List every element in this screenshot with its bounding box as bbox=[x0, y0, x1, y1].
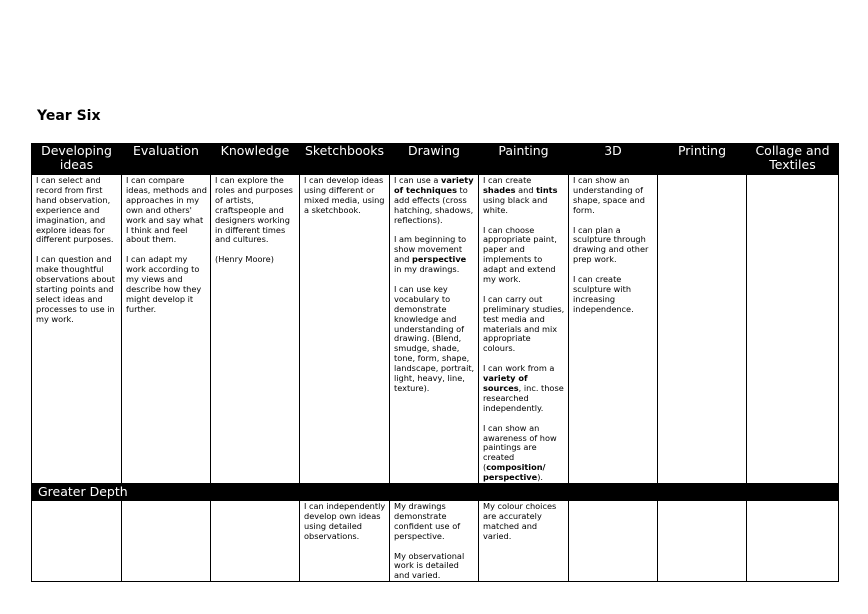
objective-text: I can create sculpture with increasing independence. bbox=[573, 274, 634, 314]
objective-text: I can explore the roles and purposes of artists, craftspeople and designers working in different times and cultures. bbox=[215, 175, 293, 245]
objective-text: I can independently develop own ideas using detailed observations. bbox=[304, 501, 386, 541]
greater-depth-cell-knowledge bbox=[211, 501, 300, 582]
greater-depth-cell-drawing bbox=[390, 501, 479, 582]
column-header-3d: 3D bbox=[569, 144, 658, 175]
objective-text: (Henry Moore) bbox=[215, 254, 274, 265]
objective-text: My observational work is detailed and varied. bbox=[394, 550, 465, 581]
cell-printing bbox=[658, 175, 747, 484]
greater-depth-row bbox=[32, 501, 839, 582]
objective-text: I can question and make thoughtful observations about starting points and select ideas and processes to use in my work. bbox=[36, 254, 115, 324]
cell-knowledge bbox=[211, 175, 300, 484]
header-row bbox=[32, 144, 839, 175]
cell-developing-ideas bbox=[32, 175, 122, 484]
objective-text: I can show an understanding of shape, space and form. bbox=[573, 175, 645, 215]
objective-text: I can create shades and tints using black and white. bbox=[483, 175, 558, 215]
column-header-printing: Printing bbox=[658, 144, 747, 175]
greater-depth-cell-printing bbox=[658, 501, 747, 582]
cell-collage-and-textiles bbox=[747, 175, 839, 484]
objectives-row bbox=[32, 175, 839, 484]
cell-drawing bbox=[390, 175, 479, 484]
column-header-knowledge: Knowledge bbox=[211, 144, 300, 175]
objective-text: I can develop ideas using different or mixed media, using a sketchbook. bbox=[304, 175, 385, 215]
objective-text: My drawings demonstrate confident use of perspective. bbox=[394, 501, 461, 541]
column-header-painting: Painting bbox=[479, 144, 569, 175]
column-header-developing-ideas: Developing ideas bbox=[32, 144, 122, 175]
objective-text: I can plan a sculpture through drawing and other prep work. bbox=[573, 224, 649, 265]
objective-text: I am beginning to show movement and perspective in my drawings. bbox=[394, 234, 467, 275]
cell-sketchbooks bbox=[300, 175, 390, 484]
greater-depth-cell-3d bbox=[569, 501, 658, 582]
objective-text: I can adapt my work according to my views and describe how they might develop it further. bbox=[126, 254, 202, 314]
page-title: Year Six bbox=[37, 108, 101, 124]
greater-depth-cell-developing-ideas bbox=[32, 501, 122, 582]
objective-text: I can work from a variety of sources, inc. those researched independently. bbox=[483, 363, 564, 413]
greater-depth-cell-collage-and-textiles bbox=[747, 501, 839, 582]
column-header-collage-and-textiles: Collage and Textiles bbox=[747, 144, 839, 175]
column-header-sketchbooks: Sketchbooks bbox=[300, 144, 390, 175]
objective-text: I can carry out preliminary studies, test media and materials and mix appropriate colours. bbox=[483, 293, 565, 354]
objective-text: My colour choices are accurately matched and varied. bbox=[483, 501, 557, 541]
objective-text: I can select and record from first hand observation, experience and imagination, and explore ideas for different purposes. bbox=[36, 175, 114, 245]
objective-text: I can show an awareness of how paintings are created (composition/ perspective). bbox=[483, 422, 557, 483]
cell-painting bbox=[479, 175, 569, 484]
objective-text: I can compare ideas, methods and approaches in my own and others' work and say what I think and feel about them. bbox=[126, 175, 207, 245]
objective-text: I can choose appropriate paint, paper and implements to adapt and extend my work. bbox=[483, 224, 557, 285]
greater-depth-cell-painting bbox=[479, 501, 569, 582]
greater-depth-cell-evaluation bbox=[122, 501, 211, 582]
cell-3d bbox=[569, 175, 658, 484]
objective-text: I can use a variety of techniques to add effects (cross hatching, shadows, reflections). bbox=[394, 175, 474, 225]
greater-depth-header-row bbox=[32, 484, 839, 501]
column-header-drawing: Drawing bbox=[390, 144, 479, 175]
curriculum-table bbox=[31, 143, 839, 582]
cell-evaluation bbox=[122, 175, 211, 484]
objective-text: I can use key vocabulary to demonstrate knowledge and understanding of drawing. (Blend, smudge, shade, tone, form, shape, landscape, portrait, light, heavy, line, texture). bbox=[394, 283, 475, 393]
column-header-evaluation: Evaluation bbox=[122, 144, 211, 175]
greater-depth-label: Greater Depth bbox=[32, 484, 839, 501]
greater-depth-cell-sketchbooks bbox=[300, 501, 390, 582]
